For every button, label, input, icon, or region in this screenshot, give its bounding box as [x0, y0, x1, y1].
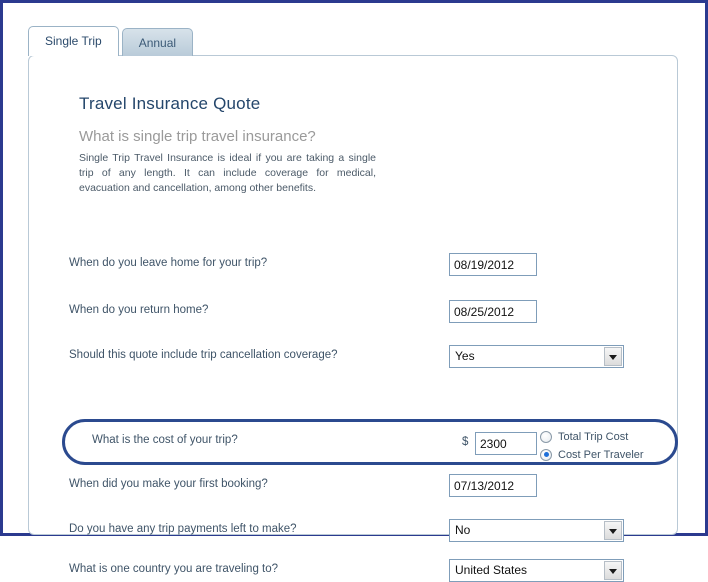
cancellation-coverage-label: Should this quote include trip cancellation coverage? [69, 349, 338, 361]
tab-annual[interactable] [122, 28, 193, 56]
departure-date-field-wrap [449, 253, 537, 276]
first-booking-label: When did you make your first booking? [69, 478, 268, 490]
currency-symbol: $ [462, 436, 469, 448]
departure-date-label: When do you leave home for your trip? [69, 257, 268, 269]
radio-total-trip-cost-label: Total Trip Cost [558, 430, 629, 443]
tab-single-trip-label: Single Trip [45, 34, 102, 48]
radio-cost-per-traveler-label: Cost Per Traveler [558, 448, 644, 461]
quote-panel [28, 55, 678, 577]
country-field-wrap [449, 559, 624, 582]
country-select[interactable] [449, 559, 624, 582]
row-payments-left [29, 476, 677, 537]
page-description: Single Trip Travel Insurance is ideal if you are taking a single trip of any length. It can include coverage for medical, evacuation and cancellation, among other benefits. [79, 152, 376, 194]
return-date-input[interactable] [449, 300, 537, 323]
payments-left-value: No [455, 523, 471, 537]
row-return-date [29, 296, 677, 330]
chevron-down-icon[interactable] [604, 561, 622, 580]
quote-form [29, 56, 677, 577]
tab-strip [28, 26, 196, 56]
page-title: Travel Insurance Quote [79, 94, 261, 113]
chevron-down-icon[interactable] [604, 347, 622, 366]
tab-single-trip[interactable] [28, 26, 119, 56]
payments-left-label: Do you have any trip payments left to make? [69, 523, 297, 535]
country-label: What is one country you are traveling to? [69, 563, 279, 575]
return-date-label: When do you return home? [69, 304, 209, 316]
cancellation-coverage-select[interactable] [449, 345, 624, 368]
country-value: United States [455, 563, 528, 577]
page-subtitle: What is single trip travel insurance? [79, 128, 316, 145]
cancellation-coverage-field-wrap [449, 345, 624, 368]
return-date-field-wrap [449, 300, 537, 323]
row-departure-date [29, 249, 677, 283]
departure-date-input[interactable] [449, 253, 537, 276]
row-country [29, 516, 677, 577]
trip-cost-label: What is the cost of your trip? [92, 434, 238, 446]
tab-annual-label: Annual [138, 36, 177, 50]
row-cancellation-coverage [29, 341, 677, 375]
row-first-booking [29, 431, 677, 490]
page-body [6, 6, 702, 577]
cancellation-coverage-value: Yes [455, 349, 475, 363]
